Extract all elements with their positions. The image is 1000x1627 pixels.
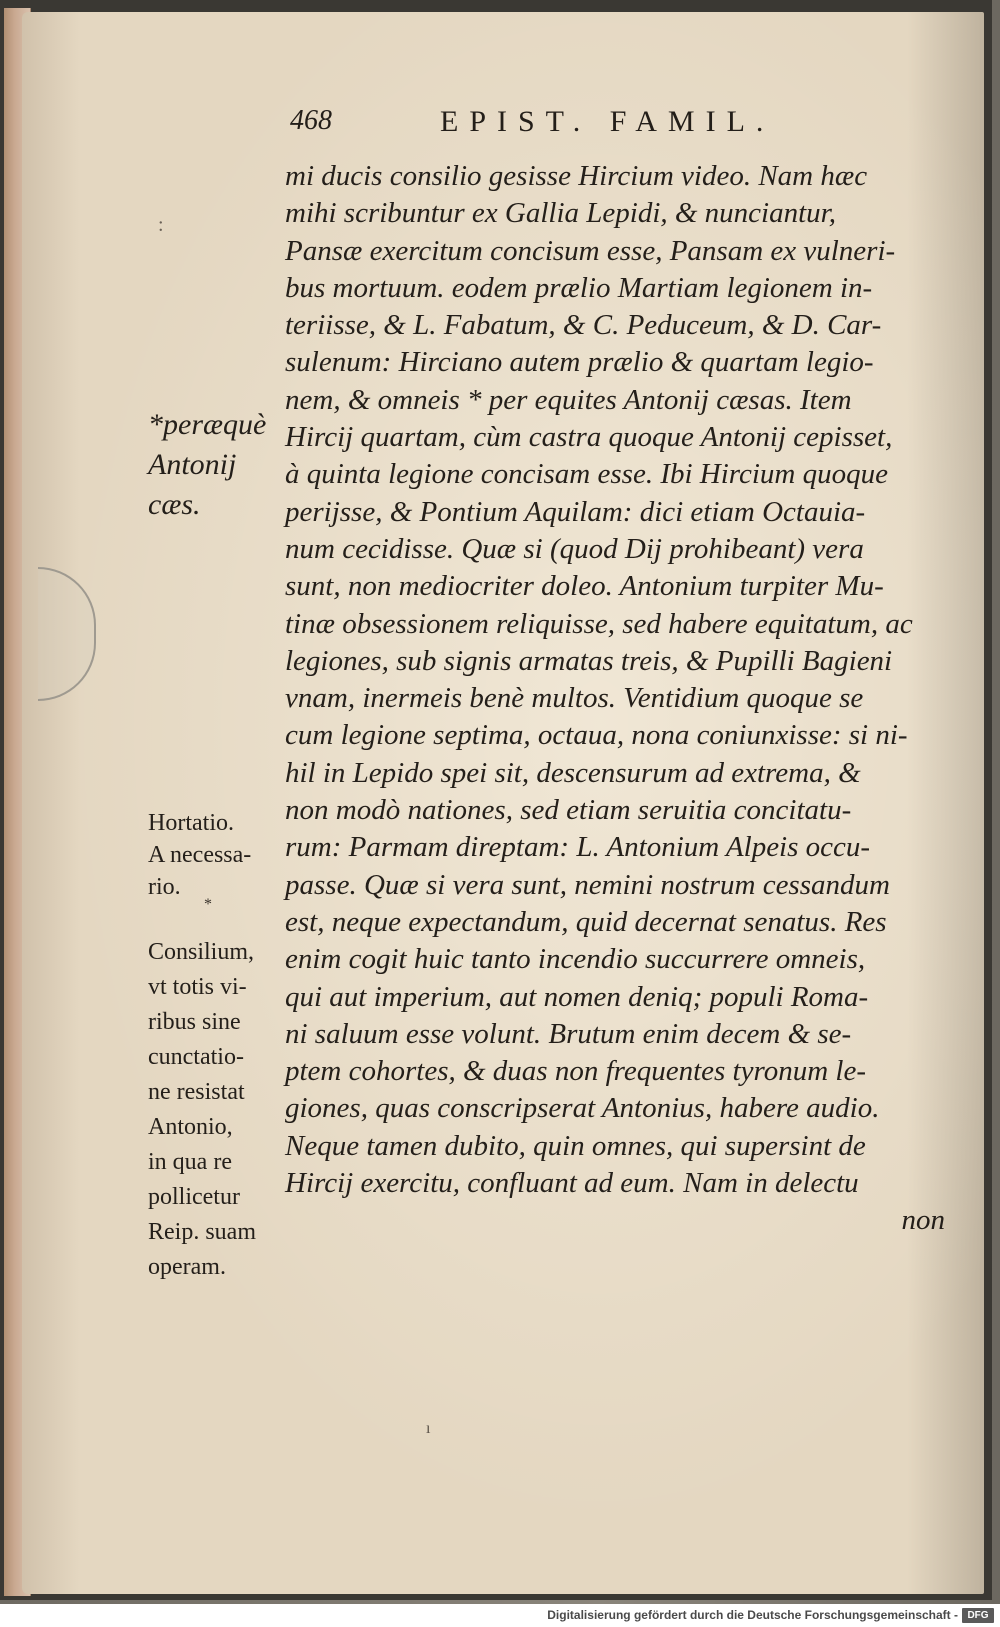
text-line: rum: Parmam direptam: L. Antonium Alpeis occu- [285,831,871,864]
text-line: ni saluum esse volunt. Brutum enim decem & se- [285,1017,852,1050]
text-line: teriisse, & L. Fabatum, & C. Peduceum, & D. Car- [285,309,882,342]
text-line: qui aut imperium, aut nomen deniq; populi Roma- [285,980,869,1013]
margin-note-consilium [148,935,284,1285]
margin-line: Hortatio. [148,810,234,836]
margin-line: ribus sine [148,1009,241,1035]
main-text-block [285,158,945,1240]
digitization-footer [0,1604,1000,1627]
margin-line: cunctatio- [148,1044,244,1070]
margin-line: rio. [148,874,181,900]
clip-mark [38,567,96,701]
text-line: non modò nationes, sed etiam seruitia concitatu- [285,794,852,827]
text-line: perijsse, & Pontium Aquilam: dici etiam Octauia- [285,495,866,528]
margin-line: Antonio, [148,1114,233,1140]
margin-line: vt totis vi- [148,974,247,1000]
text-line: vnam, inermeis benè multos. Ventidium quoque se [285,682,864,715]
text-line: Neque tamen dubito, quin omnes, qui supersint de [285,1129,866,1162]
text-line: enim cogit huic tanto incendio succurrere omneis, [285,943,866,976]
margin-note-hortatio [148,807,284,903]
margin-line: *peræquè [148,408,267,441]
stray-mark: : [158,214,164,236]
text-line: sulenum: Hirciano autem prælio & quartam legio- [285,346,874,379]
running-head [290,105,850,147]
text-line: ptem cohortes, & duas non frequentes tyronum le- [285,1055,866,1088]
text-line: sunt, non mediocriter doleo. Antonium turpiter Mu- [285,570,884,603]
text-line: hil in Lepido spei sit, descensurum ad extrema, & [285,756,861,789]
text-line: tinæ obsessionem reliquisse, sed habere equitatum, ac [285,607,913,640]
text-line: num cecidisse. Quæ si (quod Dij prohibeant) vera [285,532,864,565]
margin-line: ne resistat [148,1079,245,1105]
text-line: passe. Quæ si vera sunt, nemini nostrum cessandum [285,868,890,901]
page-number: 468 [290,105,332,136]
margin-line: A necessa- [148,842,252,868]
text-line: nem, & omneis * per equites Antonij cæsas. Item [285,383,852,416]
text-line: à quinta legione concisam esse. Ibi Hircium quoque [285,458,888,491]
margin-line: Consilium, [148,939,255,965]
margin-line: Reip. suam [148,1219,256,1245]
margin-line: Antonij [148,448,237,481]
text-line: Pansæ exercitum concisum esse, Pansam ex vulneri- [285,234,896,267]
dfg-logo-icon: DFG [962,1608,994,1623]
footer-credit: Digitalisierung gefördert durch die Deutsche Forschungsgemeinschaft - [547,1608,958,1622]
text-line: mihi scribuntur ex Gallia Lepidi, & nunciantur, [285,197,836,230]
margin-note-variant [148,405,284,525]
running-title: EPIST. FAMIL. [440,105,775,138]
margin-asterisk: * [204,896,212,913]
margin-line: pollicetur [148,1184,240,1210]
text-line: mi ducis consilio gesisse Hircium video. Nam hæc [285,160,868,192]
catchword: non [901,1204,945,1237]
text-line: giones, quas conscripserat Antonius, habere audio. [285,1092,880,1125]
text-line: bus mortuum. eodem prælio Martiam legionem in- [285,271,873,304]
text-line: legiones, sub signis armatas treis, & Pupilli Bagieni [285,644,893,677]
margin-line: in qua re [148,1149,232,1175]
text-line: cum legione septima, octaua, nona coniunxisse: si ni- [285,719,908,752]
ink-mark: ı [426,1420,431,1437]
text-line: Hircij quartam, cùm castra quoque Antonij cepisset, [285,421,893,454]
text-line: Hircij exercitu, confluant ad eum. Nam in delectu [285,1167,859,1200]
text-line: est, neque expectandum, quid decernat senatus. Res [285,905,887,938]
margin-line: operam. [148,1254,226,1280]
margin-line: cæs. [148,488,201,521]
